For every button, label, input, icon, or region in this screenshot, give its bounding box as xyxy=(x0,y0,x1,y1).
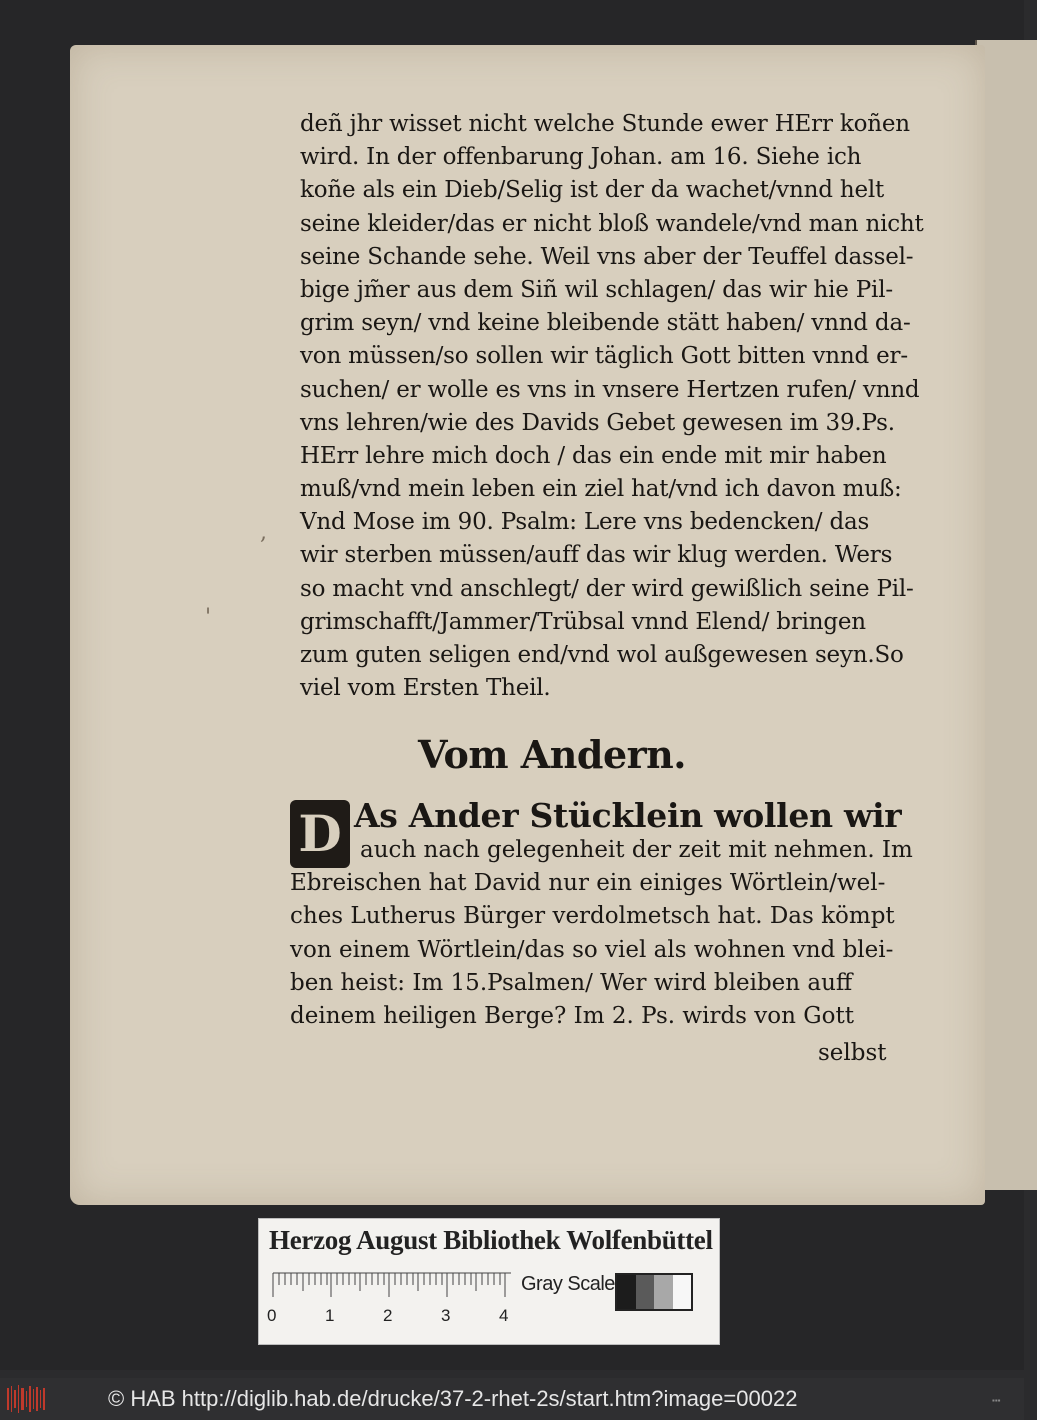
text-line: ben heist: Im 15.Psalmen/ Wer wird bleiben auff xyxy=(290,969,853,996)
ruler-scale xyxy=(267,1271,511,1331)
text-line: bige jm̃er aus dem Siñ wil schlagen/ das wir hie Pil- xyxy=(300,276,893,303)
text-line: Ebreischen hat David nur ein einiges Wörtlein/wel- xyxy=(290,870,886,897)
footer-bar xyxy=(0,1378,1024,1420)
text-line: koñe als ein Dieb/Selig ist der da wachet/vnnd helt xyxy=(300,177,885,204)
ruler-number: 2 xyxy=(383,1306,393,1325)
text-line: HErr lehre mich doch / das ein ende mit mir haben xyxy=(300,442,887,469)
text-line: seine kleider/das er nicht bloß wandele/vnd man nicht xyxy=(300,210,924,237)
text-line: suchen/ er wolle es vns in vnsere Hertzen rufen/ vnnd xyxy=(300,376,920,403)
gray-swatch-black xyxy=(617,1275,636,1309)
gray-swatch-light xyxy=(654,1275,673,1309)
text-line: von einem Wörtlein/das so viel als wohnen vnd blei- xyxy=(290,936,894,963)
text-line: grim seyn/ vnd keine bleibende stätt haben/ vnnd da- xyxy=(300,310,911,337)
text-line: grimschafft/Jammer/Trübsal vnnd Elend/ bringen xyxy=(300,608,866,635)
gray-swatch-white xyxy=(673,1275,692,1309)
catchword: selbst xyxy=(818,1040,887,1066)
text-line: vns lehren/wie des Davids Gebet gewesen im 39.Ps. xyxy=(300,409,895,436)
text-line: viel vom Ersten Theil. xyxy=(300,675,551,702)
body-text xyxy=(300,108,924,705)
text-line: wir sterben müssen/auff das wir klug werden. Wers xyxy=(300,542,893,569)
margin-mark: , xyxy=(260,520,267,545)
text-line: Vnd Mose im 90. Psalm: Lere vns bedencken/ das xyxy=(300,509,870,536)
text-line: so macht vnd anschlegt/ der wird gewißlich seine Pil- xyxy=(300,575,914,602)
section-first-line: As Ander Stücklein wollen wir xyxy=(354,796,902,835)
section-body xyxy=(290,834,913,1033)
text-line: wird. In der offenbarung Johan. am 16. Siehe ich xyxy=(300,144,862,171)
gray-swatch-dark xyxy=(636,1275,655,1309)
ruler-number: 1 xyxy=(325,1306,335,1325)
text-line: ches Lutherus Bürger verdolmetsch hat. Das kömpt xyxy=(290,903,895,930)
ruler-number: 0 xyxy=(267,1306,277,1325)
text-line: deinem heiligen Berge? Im 2. Ps. wirds von Gott xyxy=(290,1002,854,1029)
ruler-number: 4 xyxy=(499,1306,509,1325)
text-line: seine Schande sehe. Weil vns aber der Teuffel dassel- xyxy=(300,243,914,270)
text-line: auch nach gelegenheit der zeit mit nehmen. Im xyxy=(360,837,913,863)
text-line: von müssen/so sollen wir täglich Gott bitten vnnd er- xyxy=(300,343,908,370)
text-line: muß/vnd mein leben ein ziel hat/vnd ich davon muß: xyxy=(300,476,902,503)
library-label xyxy=(258,1218,720,1345)
gray-scale-label: Gray Scale xyxy=(521,1273,615,1295)
copyright-link[interactable]: © HAB http://diglib.hab.de/drucke/37-2-rhet-2s/start.htm?image=00022 xyxy=(108,1386,798,1411)
footer-dots: ▪▪▪ xyxy=(992,1396,1001,1405)
ruler-number: 3 xyxy=(441,1306,451,1325)
text-line: deñ jhr wisset nicht welche Stunde ewer HErr koñen xyxy=(300,111,910,137)
section-heading: Vom Andern. xyxy=(418,732,687,777)
gray-scale-swatch xyxy=(615,1273,693,1311)
barcode-logo-icon xyxy=(6,1384,46,1414)
text-line: zum guten seligen end/vnd wol außgewesen seyn.So xyxy=(300,642,904,668)
decorated-initial: D xyxy=(290,800,350,868)
library-name: Herzog August Bibliothek Wolfenbüttel xyxy=(269,1225,713,1255)
margin-mark: ' xyxy=(205,605,212,630)
